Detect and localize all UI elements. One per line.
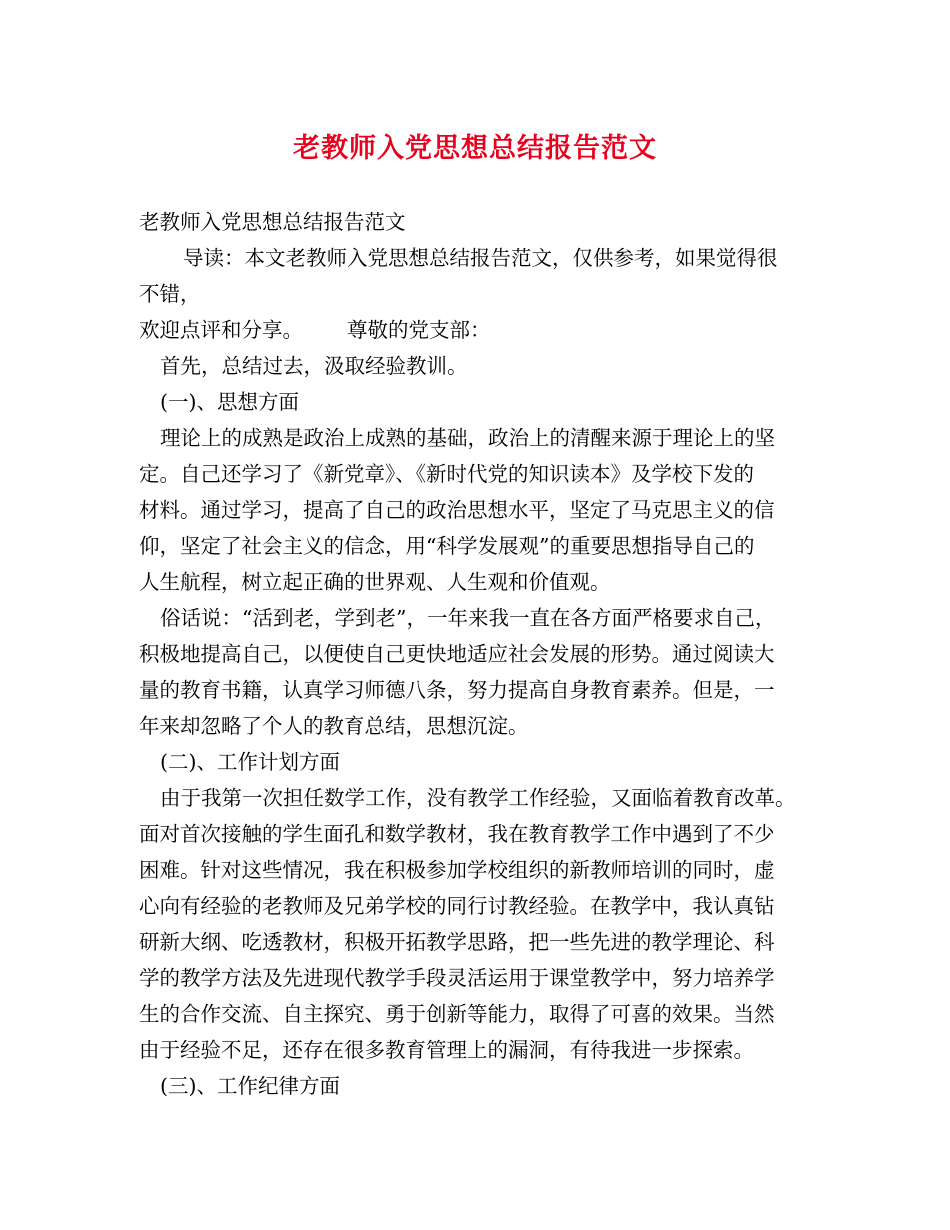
section-heading-2: (二)、工作计划方面 [160, 750, 340, 774]
section-heading-1: (一)、思想方面 [160, 390, 299, 414]
paragraph-line: 学的教学方法及先进现代教学手段灵活运用于课堂教学中，努力培养学 [139, 966, 775, 990]
paragraph-line: 面对首次接触的学生面孔和数学教材，我在教育教学工作中遇到了不少 [139, 822, 775, 846]
paragraph-line: 由于我第一次担任数学工作，没有教学工作经验，又面临着教育改革。 [160, 786, 796, 810]
paragraph-line: 人生航程，树立起正确的世界观、人生观和价值观。 [139, 570, 611, 594]
paragraph-line: 生的合作交流、自主探究、勇于创新等能力，取得了可喜的效果。当然 [139, 1002, 775, 1026]
paragraph-line: 心向有经验的老教师及兄弟学校的同行讨教经验。在教学中，我认真钻 [139, 894, 775, 918]
document-title: 老教师入党思想总结报告范文 [293, 133, 657, 164]
document-body [139, 204, 819, 1104]
welcome-text: 欢迎点评和分享。 [139, 318, 303, 342]
paragraph-line: 由于经验不足，还存在很多教育管理上的漏洞，有待我进一步探索。 [139, 1038, 754, 1062]
section-heading-3: (三)、工作纪律方面 [160, 1074, 340, 1098]
paragraph-line: 定。自己还学习了《新党章》、《新时代党的知识读本》及学校下发的 [139, 462, 754, 486]
salutation-text: 尊敬的党支部： [347, 318, 491, 342]
paragraph-line: 年来却忽略了个人的教育总结，思想沉淀。 [139, 714, 529, 738]
subtitle-line: 老教师入党思想总结报告范文 [139, 210, 406, 234]
paragraph-line: 仰，坚定了社会主义的信念，用“科学发展观”的重要思想指导自己的 [139, 534, 755, 558]
paragraph-line: 积极地提高自己，以便使自己更快地适应社会发展的形势。通过阅读大 [139, 642, 775, 666]
paragraph-line: 量的教育书籍，认真学习师德八条，努力提高自身教育素养。但是，一 [139, 678, 775, 702]
paragraph-line: 困难。针对这些情况，我在积极参加学校组织的新教师培训的同时，虚 [139, 858, 775, 882]
intro-line-cont: 不错， [139, 282, 201, 306]
greeting-line [139, 312, 819, 348]
paragraph-line: 材料。通过学习，提高了自己的政治思想水平，坚定了马克思主义的信 [139, 498, 775, 522]
paragraph-line: 首先，总结过去，汲取经验教训。 [160, 354, 468, 378]
paragraph-line: 研新大纲、吃透教材，积极开拓教学思路，把一些先进的教学理论、科 [139, 930, 775, 954]
paragraph-line: 俗话说：“活到老，学到老”，一年来我一直在各方面严格要求自己， [160, 606, 776, 630]
intro-line: 导读：本文老教师入党思想总结报告范文，仅供参考，如果觉得很 [183, 246, 778, 270]
paragraph-line: 理论上的成熟是政治上成熟的基础，政治上的清醒来源于理论上的坚 [160, 426, 775, 450]
